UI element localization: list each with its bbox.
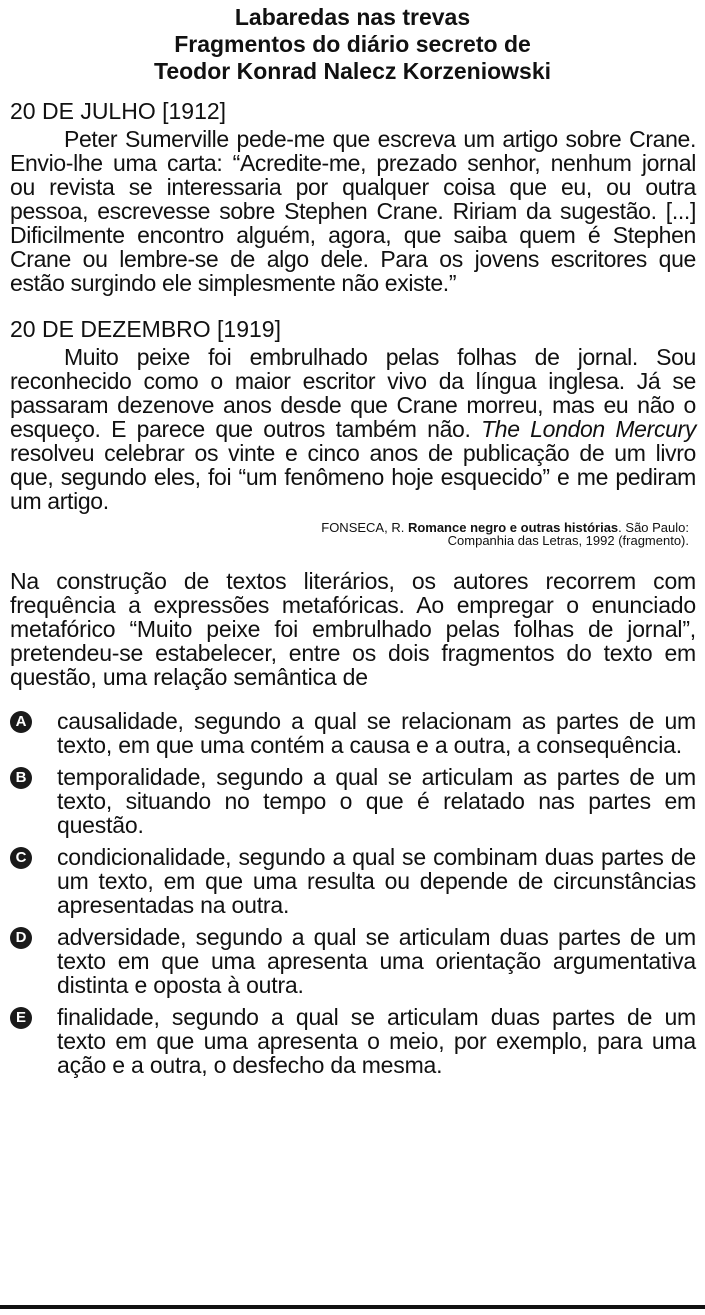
option-e-text: finalidade, segundo a qual se articulam duas partes de um texto em que uma apresenta o meio, por exemplo, para uma ação e a outra, o desfecho da mesma. bbox=[57, 1004, 696, 1078]
option-a[interactable] bbox=[10, 709, 696, 757]
title-line-2: Fragmentos do diário secreto de bbox=[174, 31, 531, 57]
document-title bbox=[0, 4, 705, 85]
diary-entries bbox=[0, 97, 705, 1077]
title-line-3: Teodor Konrad Nalecz Korzeniowski bbox=[153, 58, 552, 84]
option-d-letter-icon: D bbox=[10, 927, 32, 949]
option-e[interactable] bbox=[10, 1005, 696, 1077]
entry-text-1: Peter Sumerville pede-me que escreva um artigo sobre Crane. Envio-lhe uma carta: “Acredite-me, prezado senhor, nenhum jornal ou revista se interessaria por qualquer coisa que eu, ou outra pessoa, escrevesse sobre Stephen Crane. Ririam da sugestão. [...] Dificilmente encontro alguém, agora, que saiba quem é Stephen Crane ou lembre-se de algo dele. Para os jovens escritores que estão surgindo ele simplesmente não existe.” bbox=[10, 126, 696, 296]
citation-publisher: Companhia das Letras, 1992 (fragmento). bbox=[447, 533, 689, 548]
option-b-letter-icon: B bbox=[10, 767, 32, 789]
option-c-letter-icon: C bbox=[10, 847, 32, 869]
answer-options bbox=[10, 709, 696, 1077]
publication-title: The London Mercury bbox=[481, 416, 696, 442]
option-a-letter-icon: A bbox=[10, 711, 32, 733]
citation-work: Romance negro e outras histórias bbox=[407, 520, 619, 535]
option-c[interactable] bbox=[10, 845, 696, 917]
entry-date-1: 20 DE JULHO [1912] bbox=[10, 98, 227, 124]
source-citation bbox=[10, 521, 696, 547]
option-d[interactable] bbox=[10, 925, 696, 997]
question-stem: Na construção de textos literários, os autores recorrem com frequência a expressões metafóricas. Ao empregar o enunciado metafórico “Muito peixe foi embrulhado pelas folhas de jornal”, pretendeu-se estabelecer, entre os dois fragmentos do texto em questão, uma relação semântica de bbox=[10, 568, 696, 690]
entry-text-2 bbox=[10, 345, 696, 513]
entry-text-2-part-2: resolveu celebrar os vinte e cinco anos de publicação de um livro que, segundo eles, foi “um fenômeno hoje esquecido” e me pediram um artigo. bbox=[10, 440, 696, 514]
option-e-letter-icon: E bbox=[10, 1007, 32, 1029]
entry-text-2-part-1: Muito peixe foi embrulhado pelas folhas de jornal. Sou reconhecido como o maior escritor vivo da língua inglesa. Já se passaram dezenove anos desde que Crane morreu, mas eu não o esqueço. E parece que outros também não. bbox=[10, 344, 696, 442]
title-line-1: Labaredas nas trevas bbox=[234, 4, 471, 30]
option-c-text: condicionalidade, segundo a qual se combinam duas partes de um texto, em que uma resulta ou depende de circunstâncias apresentadas na outra. bbox=[57, 844, 696, 918]
citation-place: . São Paulo: bbox=[618, 520, 689, 535]
citation-author: FONSECA, R. bbox=[321, 520, 408, 535]
option-a-text: causalidade, segundo a qual se relacionam as partes de um texto, em que uma contém a causa e a outra, a consequência. bbox=[57, 708, 696, 758]
bottom-divider bbox=[0, 1305, 705, 1309]
option-b-text: temporalidade, segundo a qual se articulam as partes de um texto, situando no tempo o que é relatado nas partes em questão. bbox=[57, 764, 696, 838]
option-b[interactable] bbox=[10, 765, 696, 837]
option-d-text: adversidade, segundo a qual se articulam duas partes de um texto em que uma apresenta uma orientação argumentativa distinta e oposta à outra. bbox=[57, 924, 696, 998]
entry-date-2: 20 DE DEZEMBRO [1919] bbox=[10, 316, 281, 342]
